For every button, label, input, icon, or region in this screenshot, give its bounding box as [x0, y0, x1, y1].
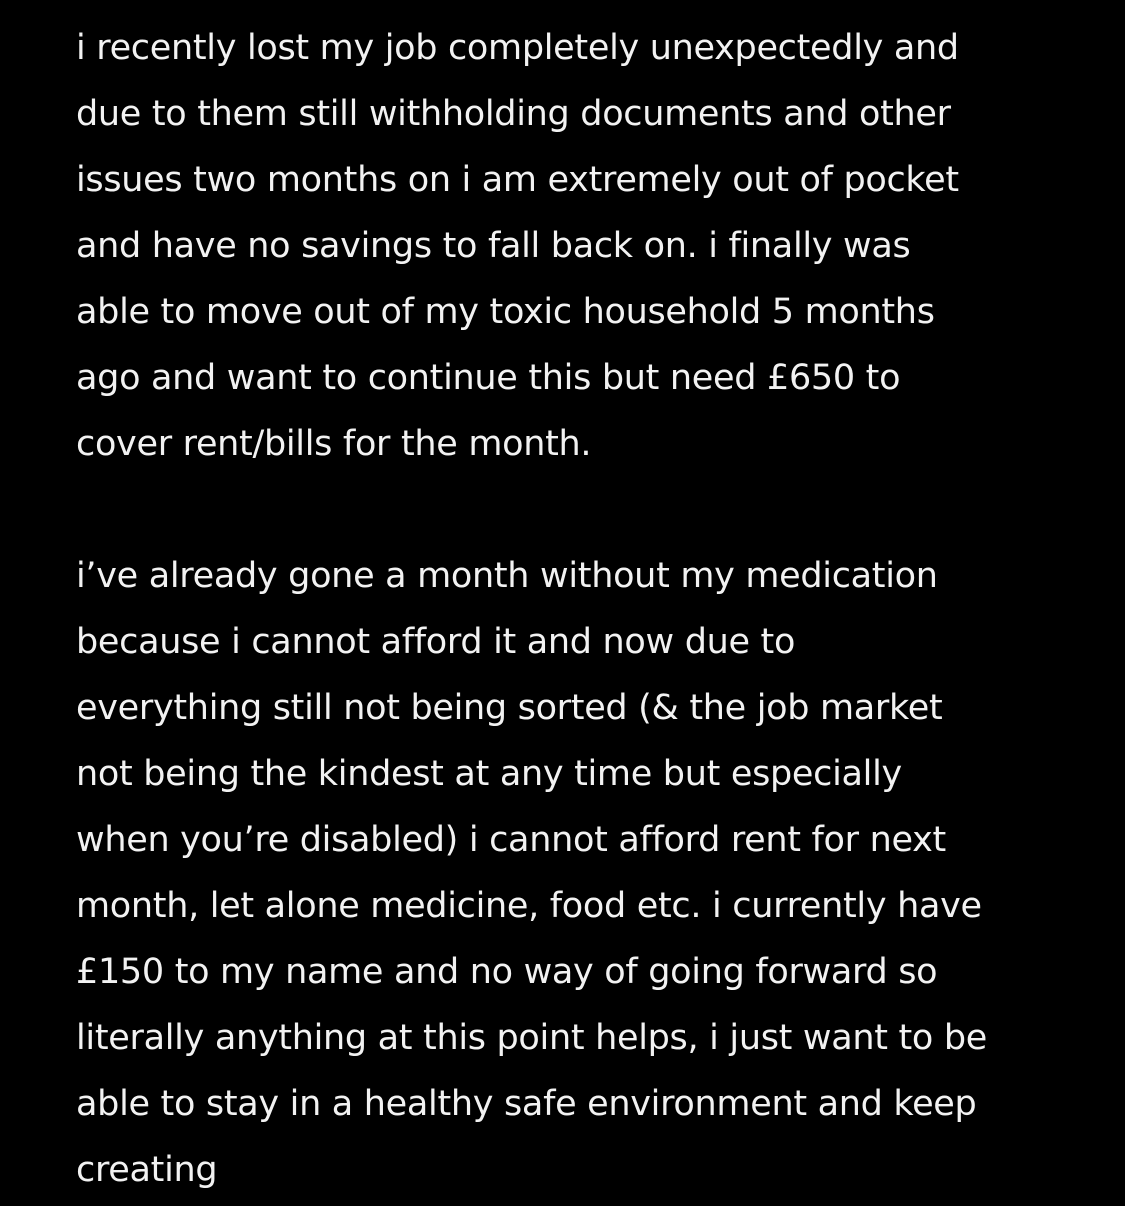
paragraph-2 [76, 546, 1096, 1206]
text-line: £150 to my name and no way of going forward so [76, 952, 938, 992]
text-line: when you’re disabled) i cannot afford rent for next [76, 820, 946, 860]
text-line: month, let alone medicine, food etc. i currently have [76, 886, 982, 926]
paragraph-spacer [76, 480, 1096, 546]
note-text-body[interactable] [76, 18, 1096, 1206]
text-line: cover rent/bills for the month. [76, 424, 592, 464]
text-line: and have no savings to fall back on. i finally was [76, 226, 911, 266]
text-line: not being the kindest at any time but especially [76, 754, 902, 794]
paragraph-1 [76, 18, 1096, 480]
text-line: literally anything at this point helps, i just want to be [76, 1018, 987, 1058]
text-line: creating [76, 1150, 218, 1190]
text-line: because i cannot afford it and now due to [76, 622, 796, 662]
text-line: issues two months on i am extremely out of pocket [76, 160, 959, 200]
text-line: i recently lost my job completely unexpectedly and [76, 28, 959, 68]
text-line: able to stay in a healthy safe environment and keep [76, 1084, 977, 1124]
text-line: able to move out of my toxic household 5 months [76, 292, 935, 332]
text-line: i’ve already gone a month without my medication [76, 556, 938, 596]
text-line: everything still not being sorted (& the job market [76, 688, 943, 728]
text-line: due to them still withholding documents and other [76, 94, 951, 134]
text-line: ago and want to continue this but need £650 to [76, 358, 901, 398]
